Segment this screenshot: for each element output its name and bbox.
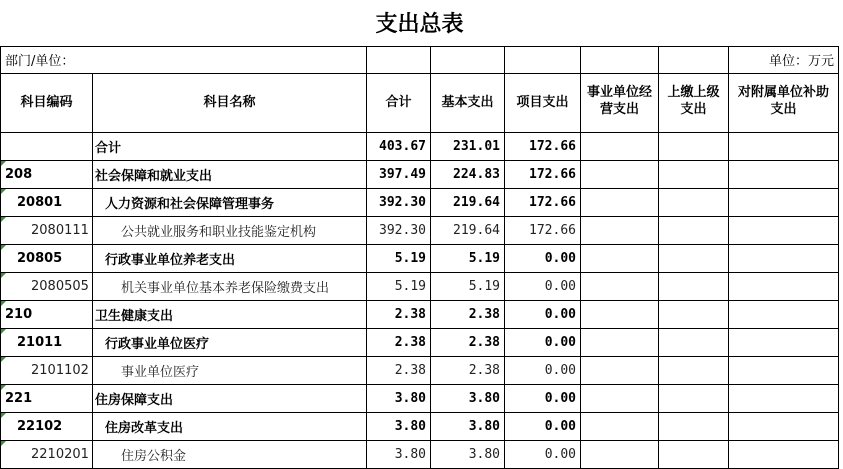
cell-basic-text: 3.80 bbox=[468, 446, 500, 462]
cell-code[interactable] bbox=[1, 244, 93, 272]
cell-business[interactable] bbox=[581, 356, 659, 384]
cell-project[interactable] bbox=[505, 356, 581, 384]
cell-project[interactable] bbox=[505, 272, 581, 300]
cell-subsidy[interactable] bbox=[729, 160, 839, 188]
cell-marker-icon bbox=[1, 161, 6, 166]
cell-basic[interactable] bbox=[431, 300, 505, 328]
cell-project[interactable] bbox=[505, 440, 581, 468]
cell-marker-icon bbox=[1, 385, 6, 390]
cell-subsidy[interactable] bbox=[729, 300, 839, 328]
cell-marker-icon bbox=[1, 189, 6, 194]
cell-name-text: 机关事业单位基本养老保险缴费支出 bbox=[121, 280, 330, 296]
table-row[interactable] bbox=[1, 384, 839, 412]
info-cell[interactable] bbox=[431, 46, 505, 73]
dept-label: 部门/单位： bbox=[1, 46, 367, 73]
cell-total[interactable] bbox=[367, 384, 431, 412]
cell-code[interactable] bbox=[1, 188, 93, 216]
cell-business[interactable] bbox=[581, 328, 659, 356]
cell-project[interactable] bbox=[505, 384, 581, 412]
header-business: 事业单位经营支出 bbox=[581, 73, 659, 132]
cell-total-text: 5.19 bbox=[394, 278, 426, 294]
cell-project[interactable] bbox=[505, 160, 581, 188]
cell-marker-icon bbox=[1, 245, 6, 250]
cell-subsidy[interactable] bbox=[729, 244, 839, 272]
cell-code-text: 21011 bbox=[17, 334, 63, 350]
cell-name[interactable] bbox=[93, 244, 367, 272]
info-cell[interactable] bbox=[505, 46, 581, 73]
cell-total-text: 3.80 bbox=[394, 418, 426, 434]
cell-business[interactable] bbox=[581, 216, 659, 244]
header-code: 科目编码 bbox=[1, 73, 93, 132]
cell-name-text: 住房公积金 bbox=[121, 448, 187, 464]
cell-code-text: 208 bbox=[5, 166, 33, 182]
cell-subsidy[interactable] bbox=[729, 132, 839, 160]
cell-marker-icon bbox=[1, 273, 6, 278]
cell-total-text: 392.30 bbox=[379, 222, 426, 238]
cell-marker-icon bbox=[1, 357, 6, 362]
cell-project-text: 0.00 bbox=[544, 306, 576, 322]
cell-total[interactable] bbox=[367, 412, 431, 440]
cell-upper[interactable] bbox=[659, 272, 729, 300]
cell-project-text: 172.66 bbox=[529, 166, 576, 182]
cell-project[interactable] bbox=[505, 188, 581, 216]
cell-name-text: 卫生健康支出 bbox=[95, 308, 174, 324]
header-name: 科目名称 bbox=[93, 73, 367, 132]
cell-code[interactable] bbox=[1, 384, 93, 412]
cell-name[interactable] bbox=[93, 160, 367, 188]
cell-name[interactable] bbox=[93, 384, 367, 412]
cell-upper[interactable] bbox=[659, 244, 729, 272]
cell-code[interactable] bbox=[1, 132, 93, 160]
cell-basic[interactable] bbox=[431, 412, 505, 440]
cell-name[interactable] bbox=[93, 328, 367, 356]
cell-upper[interactable] bbox=[659, 160, 729, 188]
table-row[interactable] bbox=[1, 272, 839, 300]
cell-code-text: 22102 bbox=[17, 418, 63, 434]
cell-basic[interactable] bbox=[431, 188, 505, 216]
cell-total[interactable] bbox=[367, 328, 431, 356]
cell-name-text: 住房改革支出 bbox=[105, 420, 184, 436]
cell-basic-text: 5.19 bbox=[468, 250, 500, 266]
cell-name[interactable] bbox=[93, 216, 367, 244]
cell-marker-icon bbox=[1, 217, 6, 222]
cell-basic[interactable] bbox=[431, 216, 505, 244]
cell-business[interactable] bbox=[581, 300, 659, 328]
cell-basic-text: 2.38 bbox=[468, 362, 500, 378]
cell-upper[interactable] bbox=[659, 188, 729, 216]
cell-basic[interactable] bbox=[431, 272, 505, 300]
cell-total[interactable] bbox=[367, 272, 431, 300]
cell-name-text: 人力资源和社会保障管理事务 bbox=[105, 196, 275, 212]
cell-code-text: 2080505 bbox=[31, 278, 89, 294]
cell-basic[interactable] bbox=[431, 384, 505, 412]
cell-basic[interactable] bbox=[431, 328, 505, 356]
cell-basic[interactable] bbox=[431, 244, 505, 272]
cell-total-text: 2.38 bbox=[394, 306, 426, 322]
cell-subsidy[interactable] bbox=[729, 412, 839, 440]
cell-project[interactable] bbox=[505, 216, 581, 244]
cell-name-text: 行政事业单位养老支出 bbox=[105, 252, 236, 268]
cell-name[interactable] bbox=[93, 356, 367, 384]
cell-name[interactable] bbox=[93, 412, 367, 440]
cell-total[interactable] bbox=[367, 440, 431, 468]
cell-code[interactable] bbox=[1, 160, 93, 188]
cell-marker-icon bbox=[1, 441, 6, 446]
cell-business[interactable] bbox=[581, 132, 659, 160]
cell-code[interactable] bbox=[1, 216, 93, 244]
table-row[interactable] bbox=[1, 328, 839, 356]
cell-business[interactable] bbox=[581, 188, 659, 216]
cell-upper[interactable] bbox=[659, 300, 729, 328]
info-cell[interactable] bbox=[581, 46, 659, 73]
cell-subsidy[interactable] bbox=[729, 384, 839, 412]
cell-total[interactable] bbox=[367, 356, 431, 384]
cell-subsidy[interactable] bbox=[729, 216, 839, 244]
cell-code-text: 20805 bbox=[17, 250, 63, 266]
cell-subsidy[interactable] bbox=[729, 356, 839, 384]
cell-project[interactable] bbox=[505, 300, 581, 328]
cell-subsidy[interactable] bbox=[729, 440, 839, 468]
cell-name[interactable] bbox=[93, 132, 367, 160]
cell-marker-icon bbox=[1, 413, 6, 418]
cell-name-text: 行政事业单位医疗 bbox=[105, 336, 210, 352]
cell-upper[interactable] bbox=[659, 356, 729, 384]
table-row[interactable] bbox=[1, 132, 839, 160]
cell-project-text: 0.00 bbox=[544, 446, 576, 462]
cell-business[interactable] bbox=[581, 160, 659, 188]
cell-marker-icon bbox=[1, 329, 6, 334]
cell-total[interactable] bbox=[367, 160, 431, 188]
table-row[interactable] bbox=[1, 216, 839, 244]
header-row bbox=[1, 73, 839, 132]
cell-code[interactable] bbox=[1, 356, 93, 384]
cell-basic-text: 5.19 bbox=[468, 278, 500, 294]
cell-code[interactable] bbox=[1, 412, 93, 440]
cell-basic-text: 224.83 bbox=[453, 166, 500, 182]
cell-name-text: 社会保障和就业支出 bbox=[95, 168, 213, 184]
cell-basic-text: 219.64 bbox=[453, 222, 500, 238]
cell-total[interactable] bbox=[367, 132, 431, 160]
cell-basic[interactable] bbox=[431, 440, 505, 468]
cell-name-text: 事业单位医疗 bbox=[121, 364, 200, 380]
cell-code[interactable] bbox=[1, 328, 93, 356]
cell-project[interactable] bbox=[505, 412, 581, 440]
cell-code-text: 2101102 bbox=[31, 362, 89, 378]
info-row bbox=[1, 46, 839, 73]
header-basic: 基本支出 bbox=[431, 73, 505, 132]
cell-code[interactable] bbox=[1, 440, 93, 468]
cell-upper[interactable] bbox=[659, 412, 729, 440]
cell-marker-icon bbox=[1, 301, 6, 306]
cell-business[interactable] bbox=[581, 384, 659, 412]
cell-total[interactable] bbox=[367, 300, 431, 328]
cell-total-text: 403.67 bbox=[379, 138, 426, 154]
info-cell[interactable] bbox=[367, 46, 431, 73]
cell-total[interactable] bbox=[367, 216, 431, 244]
cell-code-text: 2210201 bbox=[31, 446, 89, 462]
info-cell[interactable] bbox=[659, 46, 729, 73]
cell-project[interactable] bbox=[505, 132, 581, 160]
header-total: 合计 bbox=[367, 73, 431, 132]
cell-total[interactable] bbox=[367, 188, 431, 216]
cell-name[interactable] bbox=[93, 272, 367, 300]
cell-total-text: 3.80 bbox=[394, 446, 426, 462]
cell-name[interactable] bbox=[93, 440, 367, 468]
table-row[interactable] bbox=[1, 440, 839, 468]
cell-total-text: 2.38 bbox=[394, 362, 426, 378]
cell-name-text: 公共就业服务和职业技能鉴定机构 bbox=[121, 224, 317, 240]
page-title: 支出总表 bbox=[1, 0, 839, 46]
cell-upper[interactable] bbox=[659, 440, 729, 468]
cell-total[interactable] bbox=[367, 244, 431, 272]
cell-project-text: 0.00 bbox=[544, 334, 576, 350]
cell-project-text: 0.00 bbox=[544, 390, 576, 406]
cell-project-text: 172.66 bbox=[529, 138, 576, 154]
cell-basic-text: 2.38 bbox=[468, 306, 500, 322]
cell-basic[interactable] bbox=[431, 132, 505, 160]
cell-code[interactable] bbox=[1, 272, 93, 300]
cell-subsidy[interactable] bbox=[729, 272, 839, 300]
table-row[interactable] bbox=[1, 244, 839, 272]
header-upper: 上缴上级支出 bbox=[659, 73, 729, 132]
cell-code-text: 210 bbox=[5, 306, 33, 322]
cell-business[interactable] bbox=[581, 440, 659, 468]
cell-name-text: 合计 bbox=[95, 140, 122, 156]
cell-project-text: 172.66 bbox=[529, 194, 576, 210]
cell-name[interactable] bbox=[93, 188, 367, 216]
cell-upper[interactable] bbox=[659, 384, 729, 412]
cell-project-text: 172.66 bbox=[529, 222, 576, 238]
cell-basic-text: 231.01 bbox=[453, 138, 500, 154]
cell-upper[interactable] bbox=[659, 216, 729, 244]
cell-code-text: 221 bbox=[5, 390, 33, 406]
cell-total-text: 392.30 bbox=[379, 194, 426, 210]
header-project: 项目支出 bbox=[505, 73, 581, 132]
header-subsidy: 对附属单位补助支出 bbox=[729, 73, 839, 132]
cell-business[interactable] bbox=[581, 244, 659, 272]
cell-subsidy[interactable] bbox=[729, 188, 839, 216]
cell-code[interactable] bbox=[1, 300, 93, 328]
table-row[interactable] bbox=[1, 300, 839, 328]
cell-business[interactable] bbox=[581, 272, 659, 300]
cell-project-text: 0.00 bbox=[544, 362, 576, 378]
cell-subsidy[interactable] bbox=[729, 328, 839, 356]
cell-basic-text: 3.80 bbox=[468, 390, 500, 406]
cell-total-text: 3.80 bbox=[394, 390, 426, 406]
table-row[interactable] bbox=[1, 356, 839, 384]
cell-code-text: 20801 bbox=[17, 194, 63, 210]
table-row[interactable] bbox=[1, 160, 839, 188]
cell-basic-text: 219.64 bbox=[453, 194, 500, 210]
cell-project-text: 0.00 bbox=[544, 250, 576, 266]
table-row[interactable] bbox=[1, 188, 839, 216]
cell-basic-text: 2.38 bbox=[468, 334, 500, 350]
cell-project-text: 0.00 bbox=[544, 278, 576, 294]
cell-name[interactable] bbox=[93, 300, 367, 328]
cell-basic[interactable] bbox=[431, 356, 505, 384]
table-row[interactable] bbox=[1, 412, 839, 440]
cell-basic[interactable] bbox=[431, 160, 505, 188]
cell-project[interactable] bbox=[505, 328, 581, 356]
cell-basic-text: 3.80 bbox=[468, 418, 500, 434]
cell-total-text: 2.38 bbox=[394, 334, 426, 350]
cell-upper[interactable] bbox=[659, 132, 729, 160]
cell-total-text: 5.19 bbox=[394, 250, 426, 266]
cell-upper[interactable] bbox=[659, 328, 729, 356]
cell-name-text: 住房保障支出 bbox=[95, 392, 174, 408]
cell-total-text: 397.49 bbox=[379, 166, 426, 182]
cell-project-text: 0.00 bbox=[544, 418, 576, 434]
cell-business[interactable] bbox=[581, 412, 659, 440]
cell-code-text: 2080111 bbox=[31, 222, 89, 238]
unit-label: 单位：万元 bbox=[729, 46, 839, 73]
cell-project[interactable] bbox=[505, 244, 581, 272]
